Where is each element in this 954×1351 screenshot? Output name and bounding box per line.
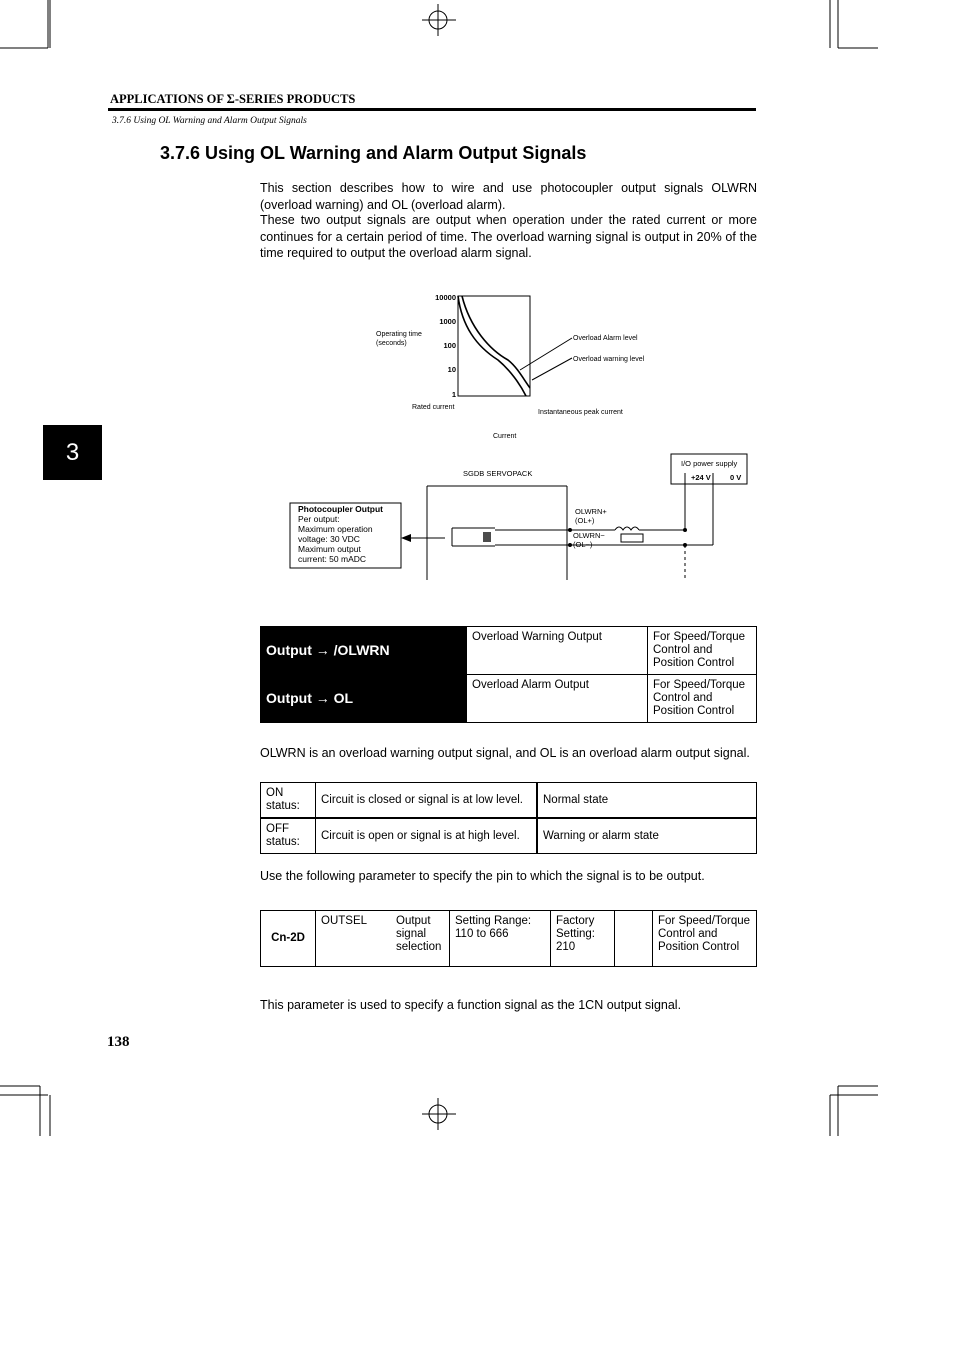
signal-mode: For Speed/Torque Control and Position Control [648,627,757,675]
signal-desc: Overload Warning Output [467,627,648,675]
olwrn-minus-label: OLWRN− [573,531,605,540]
param-mode: For Speed/Torque Control and Position Control [653,911,757,967]
ytick: 1 [451,390,456,399]
graph-frame [458,296,530,396]
ylabel-line-2: (seconds) [376,340,407,347]
state-status: ON status: [261,783,316,819]
state-table [260,782,757,854]
table-row [261,818,757,854]
photocoupler-line: Maximum output [298,544,361,554]
param-factory: Factory Setting: 210 [551,911,615,967]
breadcrumb: 3.7.6 Using OL Warning and Alarm Output Signals [112,116,307,126]
page-number: 138 [107,1034,130,1050]
ytick: 100 [443,341,456,350]
alarm-curve [462,296,530,388]
param-range: Setting Range: 110 to 666 [450,911,551,967]
state-condition: Circuit is open or signal is at high level. [316,818,538,854]
signal-mode: For Speed/Torque Control and Position Control [648,675,757,723]
warning-pointer [532,358,572,380]
running-header: APPLICATIONS OF Σ-SERIES PRODUCTS [110,92,356,106]
photocoupler-line: Per output: [298,514,340,524]
param-name: OUTSEL [316,911,392,967]
header-rule [108,108,756,111]
parameter-table [260,910,757,967]
table-row [261,627,757,675]
ytick: 10 [447,365,456,374]
param-desc: Output signal selection [391,911,450,967]
signal-note: OLWRN is an overload warning output signal, and OL is an overload alarm output signal. [260,746,750,760]
intro-paragraph-2: These two output signals are output when operation under the rated current or more continues for a certain period of time. The overload warning signal is output in 20% of the time required to output the overload alarm signal. [260,213,757,260]
zero-v-label: 0 V [730,473,742,482]
olwrn-plus-label: OLWRN+ [575,507,607,516]
signal-name: Output → /OLWRN [261,627,467,675]
signal-desc: Overload Alarm Output [467,675,648,723]
param-unit [615,911,653,967]
warning-level-label: Overload warning level [573,356,645,363]
footer-note: This parameter is used to specify a function signal as the 1CN output signal. [260,998,682,1012]
io-supply-label: I/O power supply [681,459,738,468]
photocoupler-line: current: 50 mADC [298,554,367,564]
state-meaning: Warning or alarm state [537,818,757,854]
plus24-label: +24 V [691,473,711,482]
x-axis-label: Current [493,433,517,440]
intro-paragraph-1: This section describes how to wire and use photocoupler output signals OLWRN (overload warning) and OL (overload alarm). [260,181,757,212]
wiring-diagram [285,450,755,585]
x-left-label: Rated current [412,404,455,411]
photocoupler-line: Maximum operation [298,524,373,534]
signal-name: Output → OL [261,675,467,723]
warning-curve [458,296,526,396]
ytick: 10000 [435,293,456,302]
olwrn-plus-alt-label: (OL+) [575,516,595,525]
param-code: Cn-2D [261,911,316,967]
table-row [261,783,757,819]
state-condition: Circuit is closed or signal is at low level. [316,783,538,819]
olwrn-minus-alt-label: (OL−) [573,540,593,549]
param-note: Use the following parameter to specify the pin to which the signal is to be output. [260,869,705,883]
state-status: OFF status: [261,818,316,854]
chapter-tab: 3 [43,425,102,480]
overload-graph [370,288,670,448]
ylabel-line-1: Operating time [376,331,422,338]
table-row [261,911,757,967]
ytick: 1000 [439,317,456,326]
state-meaning: Normal state [537,783,757,819]
section-title: 3.7.6 Using OL Warning and Alarm Output Signals [160,143,587,163]
signal-table [260,626,757,723]
servopack-label: SGDB SERVOPACK [463,469,533,478]
alarm-pointer [520,338,572,370]
photocoupler-line: voltage: 30 VDC [298,534,360,544]
alarm-level-label: Overload Alarm level [573,335,638,342]
photocoupler-title: Photocoupler Output [298,504,383,514]
table-row [261,675,757,723]
x-right-label: Instantaneous peak current [538,409,623,416]
